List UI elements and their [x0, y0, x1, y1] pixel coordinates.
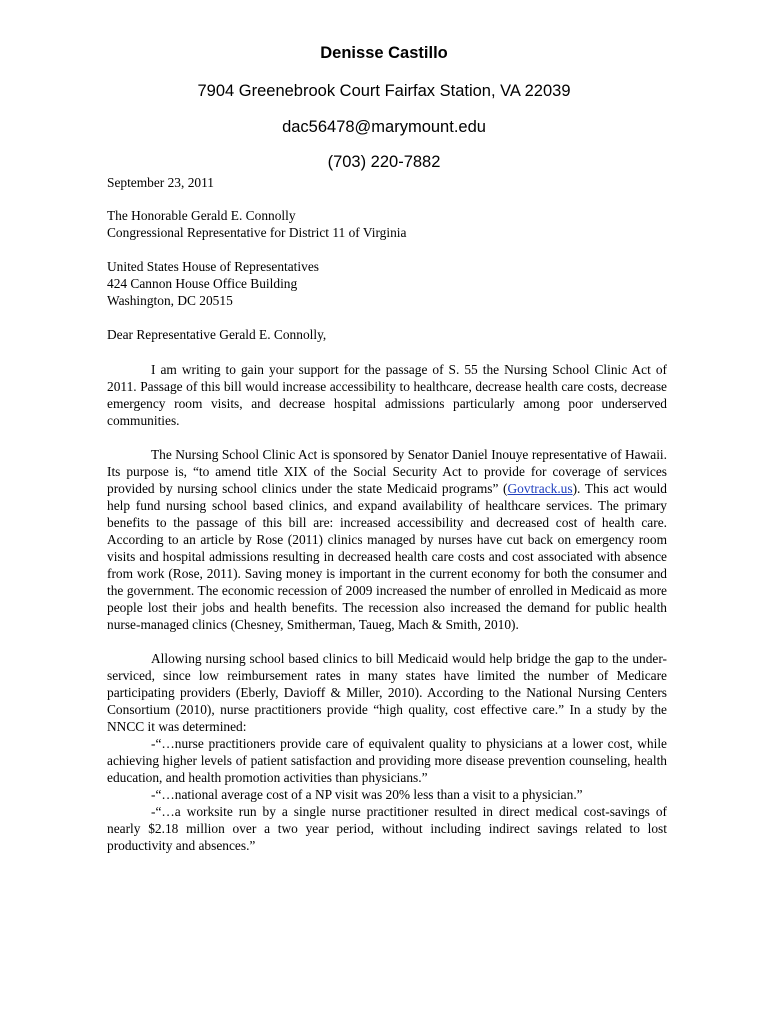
quote-item-2: -“…national average cost of a NP visit was 20% less than a visit to a physician.”: [151, 787, 583, 802]
recipient-block: [107, 207, 667, 241]
paragraph-2: [107, 446, 667, 633]
paragraph-2-text-a: The Nursing School Clinic Act is sponsored by Senator Daniel Inouye representative of Hawaii. Its purpose is, “to amend title XIX of the Social Security Act to provide for coverage of services provided by nursing school clinics under the state Medicaid programs” (: [107, 447, 667, 496]
recipient-title: Congressional Representative for District 11 of Virginia: [107, 225, 407, 240]
letter-date: September 23, 2011: [107, 175, 214, 190]
office-address-block: [107, 258, 667, 309]
sender-email: [0, 117, 768, 137]
paragraph-2-text-b: ). This act would help fund nursing school based clinics, and expand availability of healthcare services. The primary benefits to the passage of this bill are: increased accessibility and decreased cost of health care. According to an article by Rose (2011) clinics managed by nurses have cut back on emergency room visits and hospital admissions resulting in decreased health care costs and cost associated with absence from work (Rose, 2011). Saving money is important in the current economy for both the consumer and the government. The economic recession of 2009 increased the number of enrolled in Medicaid as more people lost their jobs and health benefits. The recession also increased the demand for public health nurse-managed clinics (Chesney, Smitherman, Taueg, Mach & Smith, 2010).: [107, 481, 667, 632]
sender-name: Denisse Castillo: [320, 44, 448, 62]
office-line-3: Washington, DC 20515: [107, 293, 233, 308]
sender-address: 7904 Greenebrook Court Fairfax Station, VA 22039: [197, 82, 571, 100]
office-line-2: 424 Cannon House Office Building: [107, 276, 298, 291]
sender-phone: (703) 220-7882: [327, 153, 441, 171]
office-line-1: United States House of Representatives: [107, 259, 319, 274]
salutation: Dear Representative Gerald E. Connolly,: [107, 327, 327, 342]
quote-item-1: -“…nurse practitioners provide care of equivalent quality to physicians at a lower cost, while achieving higher levels of patient satisfaction and providing more disease prevention counseling, health education, and health promotion activities than physicians.”: [107, 736, 667, 785]
sender-email-link[interactable]: dac56478@marymount.edu: [282, 118, 486, 136]
quote-item-3: -“…a worksite run by a single nurse practitioner resulted in direct medical cost-savings of nearly $2.18 million over a two year period, without including indirect savings related to lost productivity and absences.”: [107, 804, 667, 853]
govtrack-link[interactable]: Govtrack.us: [507, 481, 573, 496]
paragraph-3: Allowing nursing school based clinics to bill Medicaid would help bridge the gap to the under-serviced, since low reimbursement rates in many states have limited the number of Medicare participating providers (Eberly, Davioff & Miller, 2010). According to the National Nursing Centers Consortium (2010), nurse practitioners provide “high quality, cost effective care.” In a study by the NNCC it was determined:: [107, 651, 667, 734]
recipient-name: The Honorable Gerald E. Connolly: [107, 208, 296, 223]
letter-body: [107, 174, 667, 854]
paragraph-1: I am writing to gain your support for the passage of S. 55 the Nursing School Clinic Act of 2011. Passage of this bill would increase accessibility to healthcare, decrease health care costs, decrease emergency room visits, and decrease hospital admissions particularly among poor underserved communities.: [107, 362, 667, 428]
